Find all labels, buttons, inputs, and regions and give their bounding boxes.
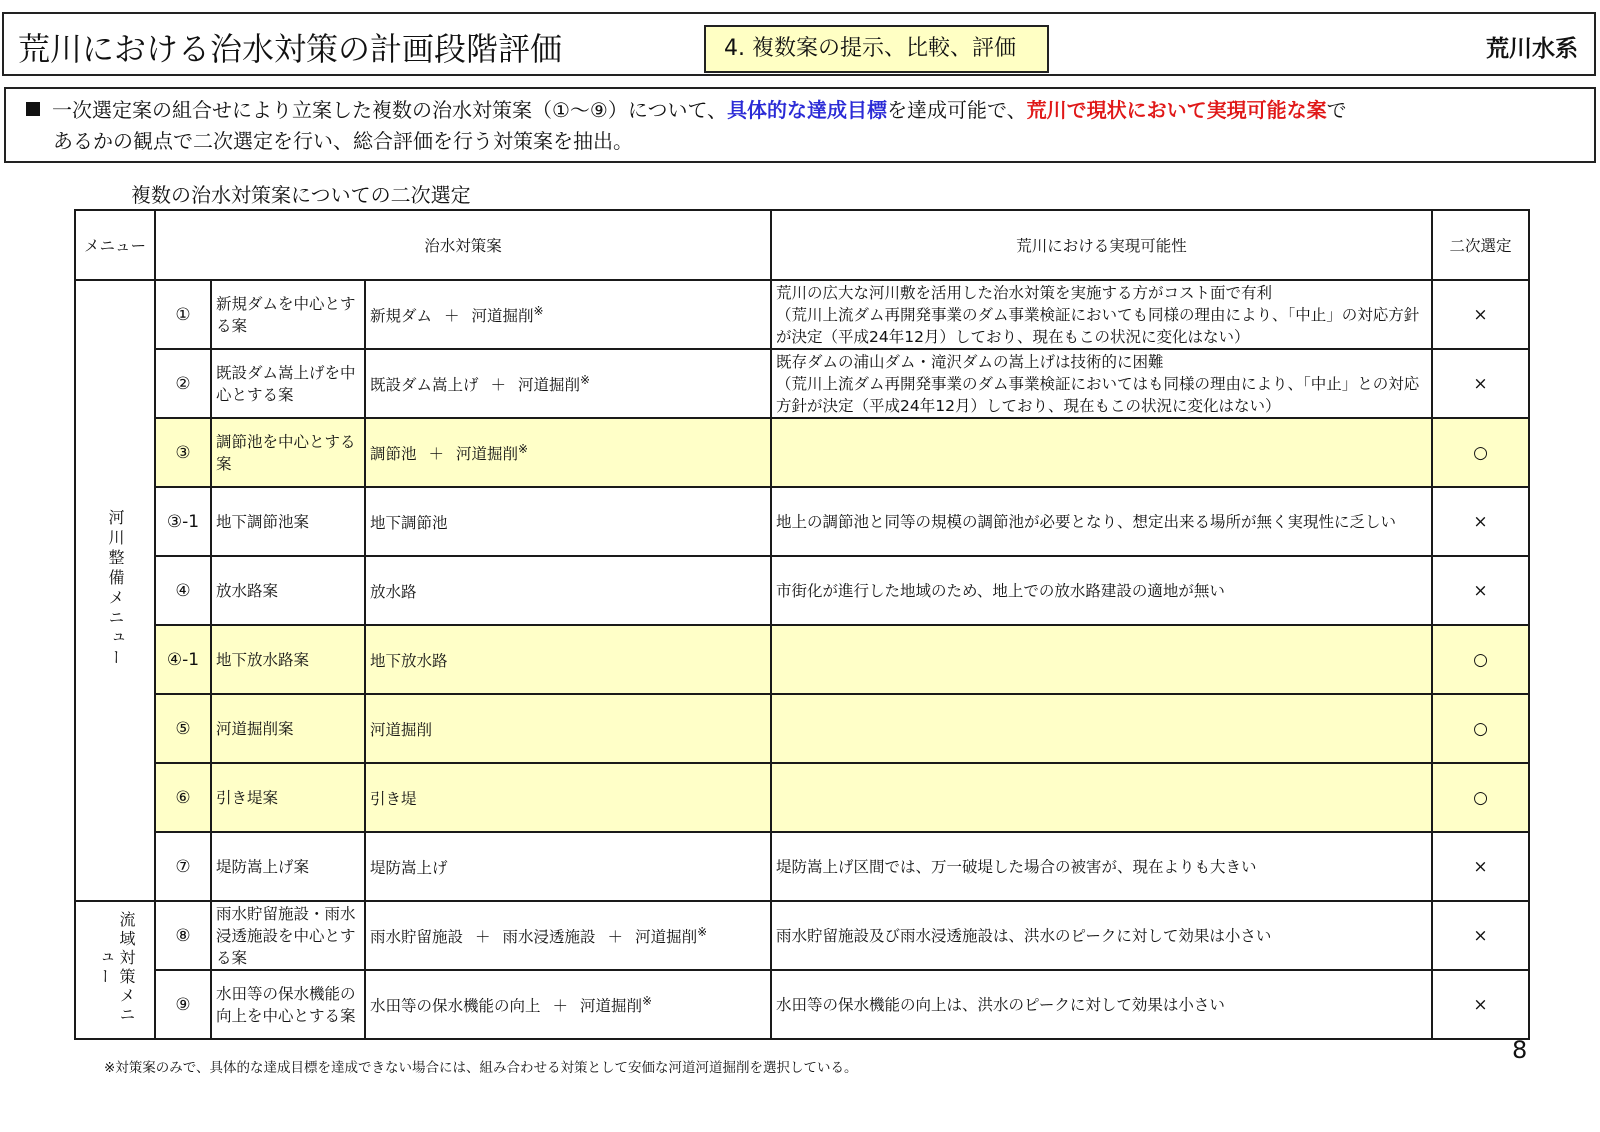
combination-item: 河道掘削 xyxy=(471,306,534,325)
combination-item: 雨水貯留施設 xyxy=(370,927,464,946)
plan-name: 引き堤案 xyxy=(211,763,365,832)
feasibility-line: 荒川の広大な河川敷を活用した治水対策を実施する方がコスト面で有利 xyxy=(776,283,1273,302)
plan-combination xyxy=(365,418,771,487)
selection-result-fail: × xyxy=(1432,487,1529,556)
plan-number: ⑨ xyxy=(155,970,211,1039)
plus-sign: ＋ xyxy=(475,927,491,946)
combination-item: 河道掘削 xyxy=(580,996,643,1015)
plan-name: 放水路案 xyxy=(211,556,365,625)
feasibility-text xyxy=(771,763,1432,832)
feasibility-text xyxy=(771,625,1432,694)
plan-number: ⑧ xyxy=(155,901,211,970)
plan-combination xyxy=(365,625,771,694)
feasibility-line: 水田等の保水機能の向上は、洪水のピークに対して効果は小さい xyxy=(776,995,1225,1014)
selection-result-fail: × xyxy=(1432,970,1529,1039)
plan-combination xyxy=(365,901,771,970)
selection-result-pass: ○ xyxy=(1432,625,1529,694)
selection-result-fail: × xyxy=(1432,556,1529,625)
table-row xyxy=(75,487,1529,556)
plan-name: 地下調節池案 xyxy=(211,487,365,556)
square-bullet-icon xyxy=(26,102,40,116)
plan-combination xyxy=(365,349,771,418)
plan-number: ③ xyxy=(155,418,211,487)
plus-sign: ＋ xyxy=(444,306,460,325)
plan-number: ⑥ xyxy=(155,763,211,832)
combination-item: 河道掘削 xyxy=(370,720,433,739)
combination-item: 堤防嵩上げ xyxy=(370,858,448,877)
selection-table xyxy=(74,209,1530,1040)
plan-name: 河道掘削案 xyxy=(211,694,365,763)
feasibility-line: （荒川上流ダム再開発事業のダム事業検証においても同様の理由により、「中止」の対応方針が決定（平成24年12月）しており、現在もこの状況に変化はない） xyxy=(776,305,1420,346)
combination-item: 地下放水路 xyxy=(370,651,448,670)
summary-text-1: 一次選定案の組合せにより立案した複数の治水対策案（①～⑨）について、 xyxy=(52,98,728,122)
menu-group-basin xyxy=(75,901,155,1039)
feasibility-line: 地上の調節池と同等の規模の調節池が必要となり、想定出来る場所が無く実現性に乏しい xyxy=(776,512,1397,531)
feasibility-text xyxy=(771,349,1432,418)
feasibility-text xyxy=(771,556,1432,625)
footnote-mark: ※ xyxy=(642,993,653,1008)
feasibility-line: 雨水貯留施設及び雨水浸透施設は、洪水のピークに対して効果は小さい xyxy=(776,926,1272,945)
combination-item: 放水路 xyxy=(370,582,417,601)
feasibility-text xyxy=(771,487,1432,556)
selection-result-fail: × xyxy=(1432,832,1529,901)
plan-combination xyxy=(365,487,771,556)
title-bar xyxy=(2,12,1596,76)
table-row xyxy=(75,763,1529,832)
footnote-mark: ※ xyxy=(533,303,544,318)
footnote-mark: ※ xyxy=(697,924,708,939)
selection-result-fail: × xyxy=(1432,901,1529,970)
header-measure: 治水対策案 xyxy=(155,210,771,280)
plan-number: ④-1 xyxy=(155,625,211,694)
summary-line-2: あるかの観点で二次選定を行い、総合評価を行う対策案を抽出。 xyxy=(53,129,633,153)
plan-combination xyxy=(365,556,771,625)
page-title: 荒川における治水対策の計画段階評価 xyxy=(18,30,563,68)
combination-item: 河道掘削 xyxy=(635,927,698,946)
summary-text-2: を達成可能で、 xyxy=(887,98,1027,122)
selection-result-fail: × xyxy=(1432,280,1529,349)
plan-combination xyxy=(365,832,771,901)
combination-item: 河道掘削 xyxy=(456,444,519,463)
feasibility-text xyxy=(771,832,1432,901)
plan-name: 堤防嵩上げ案 xyxy=(211,832,365,901)
combination-item: 調節池 xyxy=(370,444,417,463)
table-header-row xyxy=(75,210,1529,280)
feasibility-line: 既存ダムの浦山ダム・滝沢ダムの嵩上げは技術的に困難 xyxy=(776,352,1164,371)
summary-line-1 xyxy=(26,95,1580,126)
plan-combination xyxy=(365,763,771,832)
menu-group-river xyxy=(75,280,155,901)
feasibility-text xyxy=(771,694,1432,763)
table-row xyxy=(75,349,1529,418)
combination-item: 新規ダム xyxy=(370,306,433,325)
plan-number: ① xyxy=(155,280,211,349)
plan-number: ④ xyxy=(155,556,211,625)
selection-result-pass: ○ xyxy=(1432,763,1529,832)
table-row xyxy=(75,625,1529,694)
plus-sign: ＋ xyxy=(490,375,507,394)
selection-result-pass: ○ xyxy=(1432,418,1529,487)
table-row xyxy=(75,901,1529,970)
section-badge: 4. 複数案の提示、比較、評価 xyxy=(704,25,1049,73)
plan-number: ③-1 xyxy=(155,487,211,556)
combination-item: 雨水浸透施設 xyxy=(502,927,596,946)
plan-combination xyxy=(365,970,771,1039)
table-row xyxy=(75,556,1529,625)
plan-name: 雨水貯留施設・雨水浸透施設を中心とする案 xyxy=(211,901,365,970)
plan-number: ⑦ xyxy=(155,832,211,901)
feasibility-text xyxy=(771,280,1432,349)
plus-sign: ＋ xyxy=(607,927,624,946)
table-row xyxy=(75,694,1529,763)
summary-box xyxy=(4,87,1596,163)
combination-item: 地下調節池 xyxy=(370,513,448,532)
page-number: 8 xyxy=(1512,1036,1528,1064)
plan-combination xyxy=(365,280,771,349)
table-row xyxy=(75,970,1529,1039)
menu-group-label: 河川整備メニュー xyxy=(106,508,125,669)
feasibility-line: 市街化が進行した地域のため、地上での放水路建設の適地が無い xyxy=(776,581,1225,600)
feasibility-text xyxy=(771,418,1432,487)
plan-name: 既設ダム嵩上げを中心とする案 xyxy=(211,349,365,418)
header-feasibility: 荒川における実現可能性 xyxy=(771,210,1432,280)
feasibility-text xyxy=(771,901,1432,970)
plan-number: ⑤ xyxy=(155,694,211,763)
menu-group-label: 流域対策メニュー xyxy=(95,911,136,1025)
combination-item: 引き堤 xyxy=(370,789,417,808)
plan-combination xyxy=(365,694,771,763)
footnote-mark: ※ xyxy=(518,441,529,456)
table-caption: 複数の治水対策案についての二次選定 xyxy=(131,183,471,207)
plan-name: 地下放水路案 xyxy=(211,625,365,694)
footnote-mark: ※ xyxy=(580,372,591,387)
table-row xyxy=(75,418,1529,487)
combination-item: 水田等の保水機能の向上 xyxy=(370,996,541,1015)
plan-name: 水田等の保水機能の向上を中心とする案 xyxy=(211,970,365,1039)
plan-name: 新規ダムを中心とする案 xyxy=(211,280,365,349)
feasibility-text xyxy=(771,970,1432,1039)
table-row xyxy=(75,280,1529,349)
footnote: ※対策案のみで、具体的な達成目標を達成できない場合には、組み合わせる対策として安価な河道河道掘削を選択している。 xyxy=(104,1060,858,1076)
feasibility-line: （荒川上流ダム再開発事業のダム事業検証においてはも同様の理由により、「中止」との対応方針が決定（平成24年12月）しており、現在もこの状況に変化はない） xyxy=(776,374,1420,415)
header-menu: メニュー xyxy=(75,210,155,280)
combination-item: 河道掘削 xyxy=(518,375,581,394)
summary-highlight-blue: 具体的な達成目標 xyxy=(727,98,888,122)
selection-result-pass: ○ xyxy=(1432,694,1529,763)
header-selection: 二次選定 xyxy=(1432,210,1529,280)
feasibility-line: 堤防嵩上げ区間では、万一破堤した場合の被害が、現在よりも大きい xyxy=(776,857,1257,876)
plan-name: 調節池を中心とする案 xyxy=(211,418,365,487)
selection-result-fail: × xyxy=(1432,349,1529,418)
summary-text-3: で xyxy=(1326,98,1347,122)
river-system-label: 荒川水系 xyxy=(1486,36,1578,62)
plus-sign: ＋ xyxy=(552,996,569,1015)
summary-highlight-red: 荒川で現状において実現可能な案 xyxy=(1026,98,1327,122)
plus-sign: ＋ xyxy=(428,444,445,463)
plan-number: ② xyxy=(155,349,211,418)
combination-item: 既設ダム嵩上げ xyxy=(370,375,479,394)
table-row xyxy=(75,832,1529,901)
